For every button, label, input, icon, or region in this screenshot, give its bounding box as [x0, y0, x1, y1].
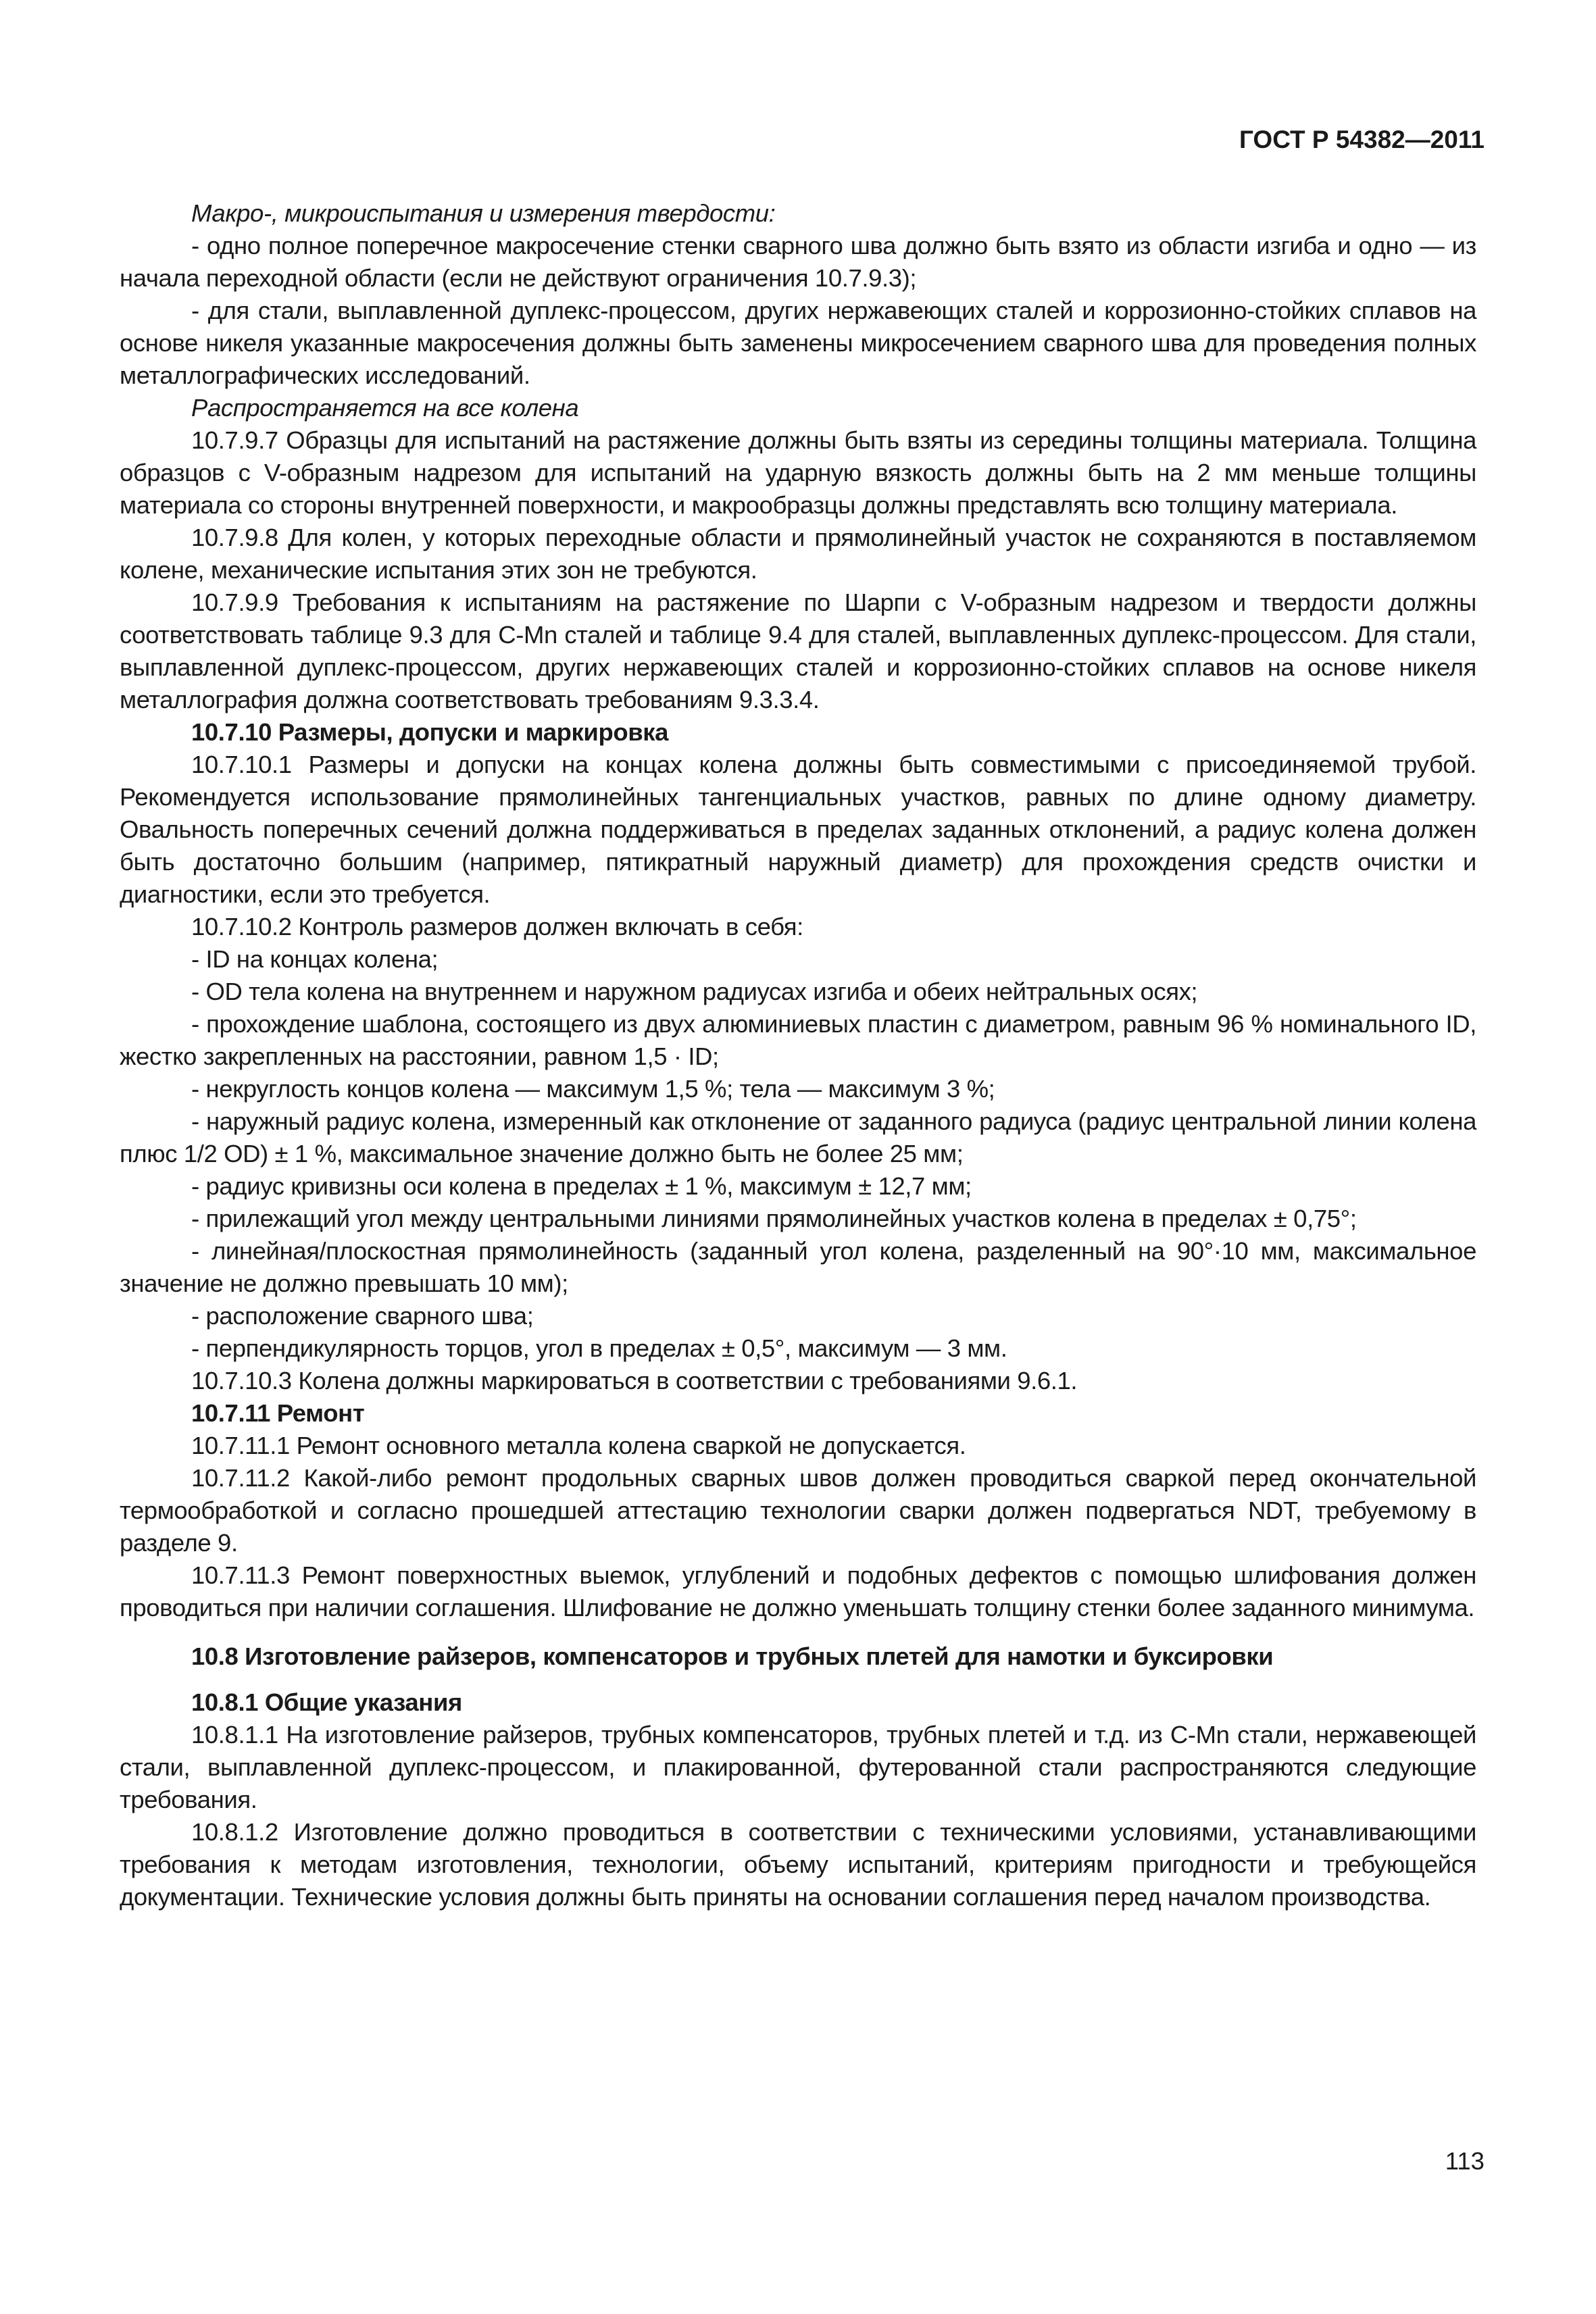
- page-number: 113: [1445, 2147, 1485, 2175]
- paragraph: 10.7.10.1 Размеры и допуски на концах колена должны быть совместимыми с присоединяемой трубой. Рекомендуется использование прямолинейных тангенциальных участков, равных по длине одному диаметру. Овальность поперечных сечений должна поддерживаться в пределах заданных отклонений, а радиус колена должен быть достаточно большим (например, пятикратный наружный диаметр) для прохождения средств очистки и диагностики, если это требуется.: [120, 751, 1476, 908]
- paragraph: 10.7.10.3 Колена должны маркироваться в соответствии с требованиями 9.6.1.: [191, 1367, 1078, 1394]
- section-heading: 10.7.11 Ремонт: [191, 1399, 365, 1427]
- paragraph: - одно полное поперечное макросечение стенки сварного шва должно быть взято из области изгиба и одно — из начала переходной области (если не действуют ограничения 10.7.9.3);: [120, 232, 1476, 292]
- paragraph: 10.7.11.1 Ремонт основного металла колена сваркой не допускается.: [191, 1432, 966, 1459]
- list-item: - некруглость концов колена — максимум 1,5 %; тела — максимум 3 %;: [191, 1075, 995, 1103]
- paragraph: 10.7.9.7 Образцы для испытаний на растяжение должны быть взяты из середины толщины материала. Толщина образцов с V-образным надрезом для испытаний на ударную вязкость должны быть на 2 мм меньше толщины материала со стороны внутренней поверхности, и макрообразцы должны представлять всю толщину материала.: [120, 426, 1476, 519]
- list-item: - расположение сварного шва;: [191, 1302, 534, 1330]
- section-heading: 10.8 Изготовление райзеров, компенсаторов и трубных плетей для намотки и буксировки: [191, 1642, 1274, 1670]
- paragraph: 10.7.9.8 Для колен, у которых переходные области и прямолинейный участок не сохраняются в поставляемом колене, механические испытания этих зон не требуются.: [120, 524, 1476, 584]
- paragraph: 10.7.9.9 Требования к испытаниям на растяжение по Шарпи с V-образным надрезом и твердости должны соответствовать таблице 9.3 для C-Mn сталей и таблице 9.4 для сталей, выплавленных дуплекс-процессом. Для стали, выплавленной дуплекс-процессом, других нержавеющих сталей и коррозионно-стойких сплавов на основе никеля металлография должна соответствовать требованиям 9.3.3.4.: [120, 588, 1476, 713]
- section-heading: 10.8.1 Общие указания: [191, 1688, 462, 1716]
- paragraph: Макро-, микроиспытания и измерения твердости:: [191, 199, 776, 227]
- document-body: [120, 197, 1476, 1913]
- list-item: - линейная/плоскостная прямолинейность (заданный угол колена, разделенный на 90°·10 мм, максимальное значение не должно превышать 10 мм);: [120, 1237, 1476, 1297]
- paragraph: 10.8.1.2 Изготовление должно проводиться в соответствии с техническими условиями, устанавливающими требования к методам изготовления, технологии, объему испытаний, критериям пригодности и требующейся документации. Технические условия должны быть приняты на основании соглашения перед началом производства.: [120, 1818, 1476, 1911]
- list-item: - наружный радиус колена, измеренный как отклонение от заданного радиуса (радиус центральной линии колена плюс 1/2 OD) ± 1 %, максимальное значение должно быть не более 25 мм;: [120, 1107, 1476, 1167]
- list-item: - перпендикулярность торцов, угол в пределах ± 0,5°, максимум — 3 мм.: [191, 1334, 1007, 1362]
- paragraph: 10.7.11.3 Ремонт поверхностных выемок, углублений и подобных дефектов с помощью шлифования должен проводиться при наличии соглашения. Шлифование не должно уменьшать толщину стенки более заданного минимума.: [120, 1561, 1476, 1621]
- document-header: ГОСТ Р 54382—2011: [1239, 126, 1485, 153]
- list-item: - радиус кривизны оси колена в пределах ± 1 %, максимум ± 12,7 мм;: [191, 1172, 972, 1200]
- paragraph: 10.7.11.2 Какой-либо ремонт продольных сварных швов должен проводиться сваркой перед окончательной термообработкой и согласно прошедшей аттестацию технологии сварки должен подвергаться NDT, требуемому в разделе 9.: [120, 1464, 1476, 1557]
- paragraph: Распространяется на все колена: [191, 394, 579, 422]
- list-item: - прилежащий угол между центральными линиями прямолинейных участков колена в пределах ± 0,75°;: [191, 1205, 1357, 1232]
- paragraph: 10.7.10.2 Контроль размеров должен включать в себя:: [191, 913, 803, 940]
- list-item: - ID на концах колена;: [191, 945, 439, 973]
- paragraph: 10.8.1.1 На изготовление райзеров, трубных компенсаторов, трубных плетей и т.д. из C-Mn стали, нержавеющей стали, выплавленной дуплекс-процессом, и плакированной, футерованной стали распространяются следующие требования.: [120, 1721, 1476, 1813]
- paragraph: - для стали, выплавленной дуплекс-процессом, других нержавеющих сталей и коррозионно-стойких сплавов на основе никеля указанные макросечения должны быть заменены микросечением сварного шва для проведения полных металлографических исследований.: [120, 297, 1476, 389]
- list-item: - прохождение шаблона, состоящего из двух алюминиевых пластин с диаметром, равным 96 % номинального ID, жестко закрепленных на расстоянии, равном 1,5 · ID;: [120, 1010, 1476, 1070]
- list-item: - OD тела колена на внутреннем и наружном радиусах изгиба и обеих нейтральных осях;: [191, 978, 1198, 1005]
- section-heading: 10.7.10 Размеры, допуски и маркировка: [191, 718, 669, 746]
